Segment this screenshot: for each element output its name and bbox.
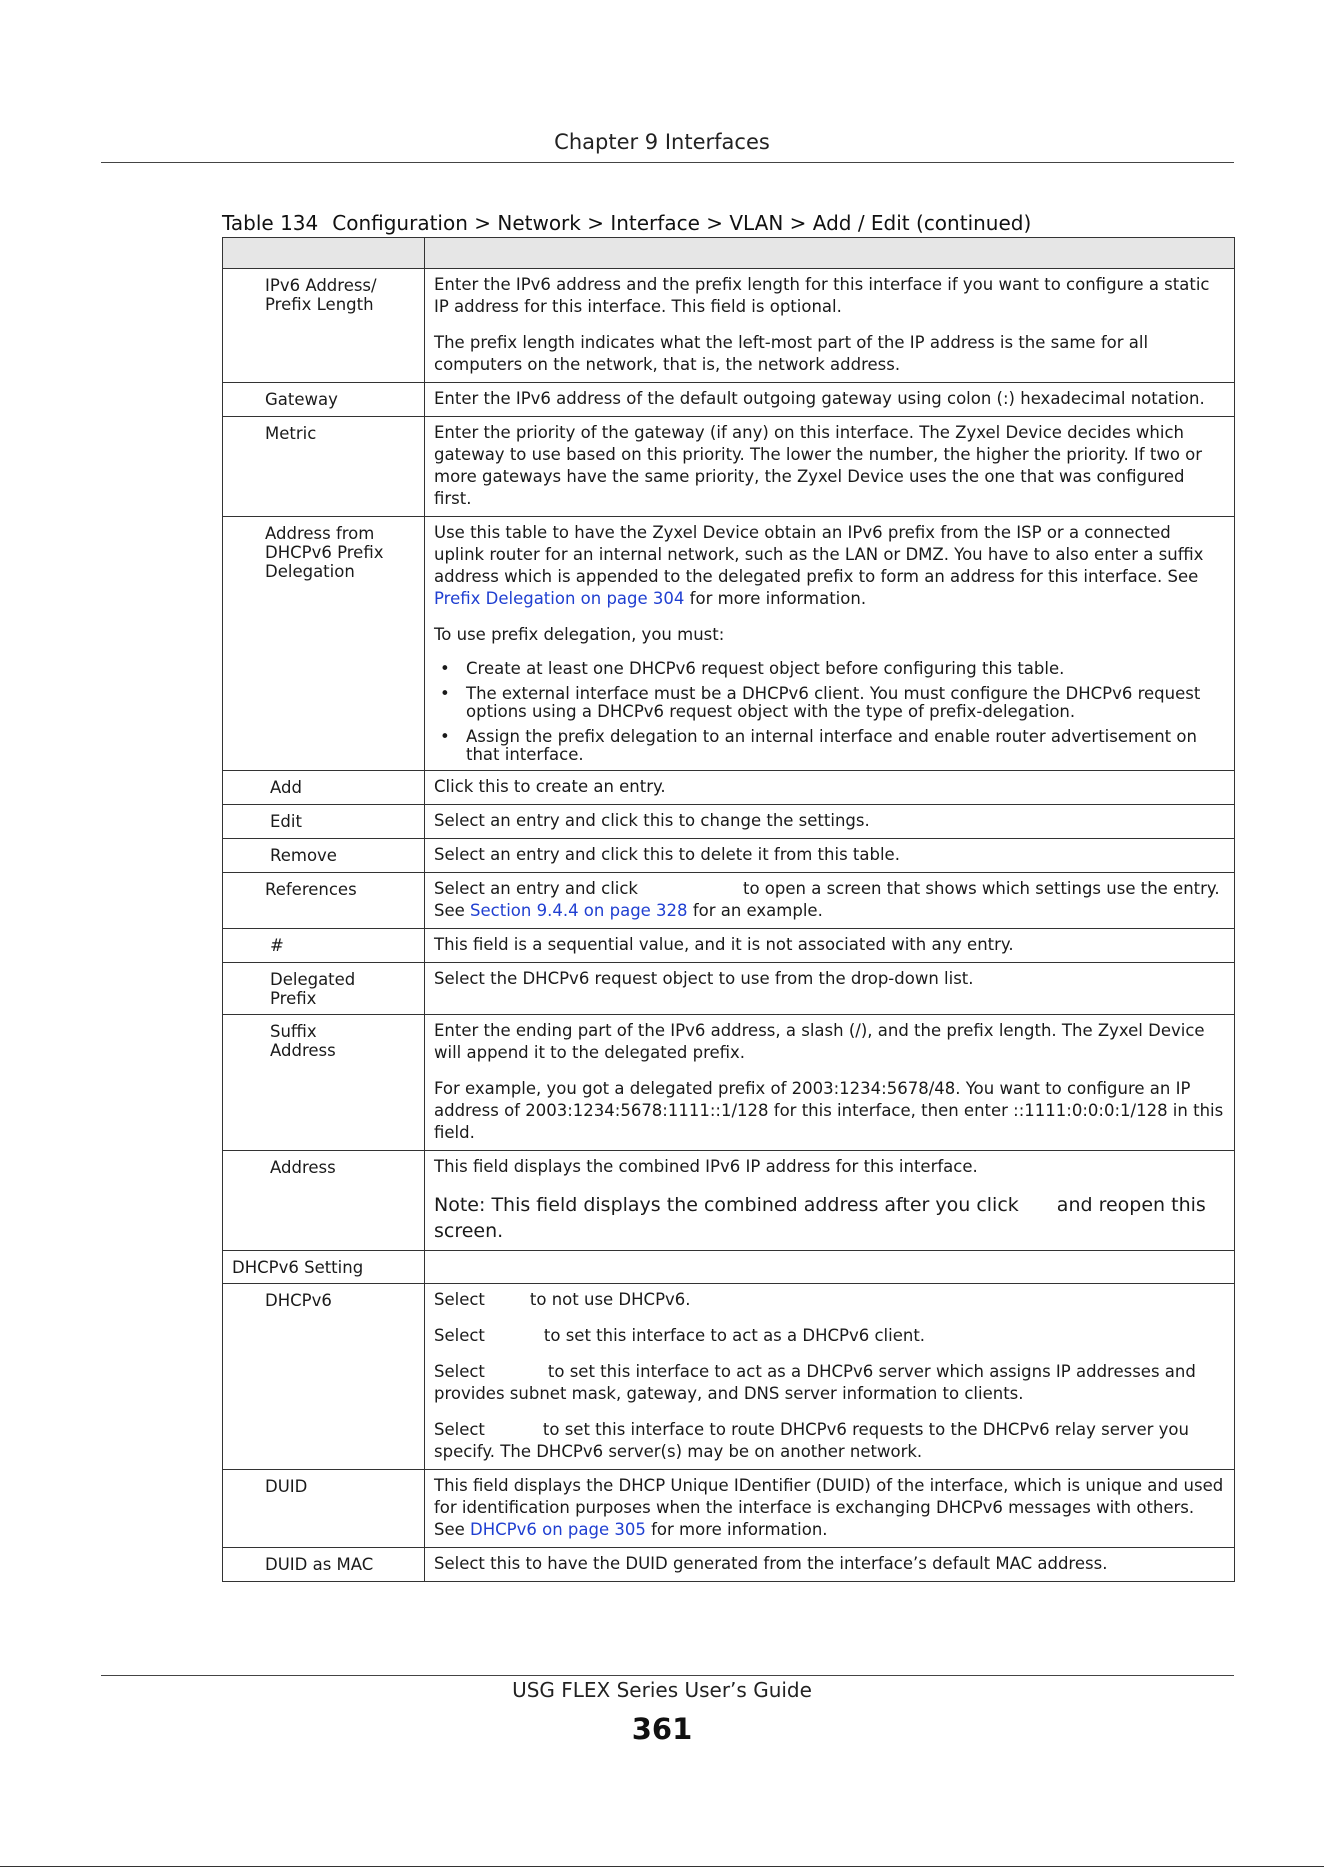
row-description	[425, 929, 1235, 963]
section-link[interactable]: Section 9.4.4 on page 328	[470, 901, 688, 920]
description-fragment: Select	[434, 1326, 485, 1345]
table-row-dhcpv6-setting	[223, 1251, 1235, 1284]
table-header-row	[223, 238, 1235, 269]
row-label: Metric	[223, 417, 425, 517]
description-text: Enter the IPv6 address and the prefix length for this interface if you want to configure a static IP address for this interface. This field is optional.	[434, 275, 1210, 316]
description-fragment: This field displays the DHCP Unique IDentifier (DUID) of the interface, which is unique and used for identification purposes when the interface is exchanging DHCPv6 messages with others. See	[434, 1476, 1224, 1539]
dhcpv6-link[interactable]: DHCPv6 on page 305	[470, 1520, 646, 1539]
description-fragment: to not use DHCPv6.	[529, 1290, 691, 1309]
row-description	[425, 963, 1235, 1015]
table-row-hash	[223, 929, 1235, 963]
description-fragment: Select	[434, 1290, 485, 1309]
table-row-edit	[223, 805, 1235, 839]
row-label: References	[223, 873, 425, 929]
note-text: This field displays the combined address after you click	[491, 1194, 1019, 1216]
row-label: Gateway	[223, 383, 425, 417]
table-row-duid-as-mac	[223, 1548, 1235, 1582]
row-label: #	[223, 929, 425, 963]
description-text: Select this to have the DUID generated from the interface’s default MAC address.	[434, 1554, 1108, 1573]
table-row-add	[223, 771, 1235, 805]
row-label	[223, 963, 425, 1015]
list-item: • Assign the prefix delegation to an internal interface and enable router advertisement on that interface.	[434, 728, 1226, 764]
description-text: Enter the IPv6 address of the default outgoing gateway using colon (:) hexadecimal notation.	[434, 389, 1205, 408]
row-description	[425, 873, 1235, 929]
label-line: Delegation	[265, 562, 355, 581]
description-text: Enter the ending part of the IPv6 address, a slash (/), and the prefix length. The Zyxel Device will append it to the delegated prefix.	[434, 1021, 1205, 1062]
row-description	[425, 269, 1235, 383]
table-title: Configuration > Network > Interface > VLAN > Add / Edit (continued)	[332, 211, 1032, 235]
table-row-suffix-address	[223, 1015, 1235, 1151]
description-text	[434, 878, 1226, 922]
row-description	[425, 1015, 1235, 1151]
description-fragment: to open a screen that shows which settings use the entry. See	[434, 879, 1220, 920]
row-label: DHCPv6	[223, 1284, 425, 1470]
description-fragment: for more information.	[689, 589, 867, 608]
row-description	[425, 1548, 1235, 1582]
description-fragment: to set this interface to act as a DHCPv6 server which assigns IP addresses and provides subnet mask, gateway, and DNS server information to clients.	[434, 1362, 1196, 1403]
row-label: DUID	[223, 1470, 425, 1548]
row-description	[425, 805, 1235, 839]
table-row-gateway	[223, 383, 1235, 417]
description-fragment: to set this interface to act as a DHCPv6 client.	[543, 1326, 926, 1345]
description-text	[434, 1419, 1226, 1463]
description-fragment: See	[1167, 567, 1199, 586]
description-text: For example, you got a delegated prefix of 2003:1234:5678/48. You want to configure an IP address of 2003:1234:5678:1111::1/128 for this interface, then enter ::1111:0:0:0:1/128 in this field.	[434, 1079, 1224, 1142]
page-bottom-divider	[0, 1866, 1324, 1867]
row-description	[425, 417, 1235, 517]
table-caption	[222, 211, 1031, 235]
prefix-delegation-link[interactable]: Prefix Delegation on page 304	[434, 589, 685, 608]
row-label	[223, 517, 425, 771]
description-text: Select the DHCPv6 request object to use from the drop-down list.	[434, 969, 974, 988]
table-row-delegated-prefix	[223, 963, 1235, 1015]
table-row-ipv6-address	[223, 269, 1235, 383]
description-fragment: for more information.	[651, 1520, 828, 1539]
bullet-list	[434, 660, 1226, 764]
description-fragment: Select	[434, 1362, 485, 1381]
footer-divider	[101, 1675, 1234, 1676]
row-label: Remove	[223, 839, 425, 873]
table-row-address	[223, 1151, 1235, 1251]
row-description	[425, 771, 1235, 805]
row-label	[223, 269, 425, 383]
description-text: To use prefix delegation, you must:	[434, 625, 725, 644]
description-text	[434, 1325, 1226, 1347]
chapter-header: Chapter 9 Interfaces	[554, 130, 770, 154]
description-text: Select an entry and click this to change the settings.	[434, 811, 870, 830]
row-description	[425, 839, 1235, 873]
header-divider	[101, 162, 1234, 163]
row-description	[425, 517, 1235, 771]
description-text: This field is a sequential value, and it is not associated with any entry.	[434, 935, 1014, 954]
table-row-remove	[223, 839, 1235, 873]
spec-table	[222, 237, 1235, 1582]
label-line: Suffix	[270, 1022, 317, 1041]
description-text: Select an entry and click this to delete it from this table.	[434, 845, 900, 864]
description-fragment: Select an entry and click	[434, 879, 638, 898]
description-text	[434, 1475, 1226, 1541]
table-row-duid	[223, 1470, 1235, 1548]
description-text: Click this to create an entry.	[434, 777, 666, 796]
row-description	[425, 383, 1235, 417]
row-description	[425, 1251, 1235, 1284]
description-fragment: for an example.	[692, 901, 823, 920]
table-row-prefix-delegation	[223, 517, 1235, 771]
note-text: and reopen this screen.	[434, 1194, 1206, 1242]
row-label: DHCPv6 Setting	[223, 1251, 425, 1284]
description-text: Enter the priority of the gateway (if any) on this interface. The Zyxel Device decides which gateway to use based on this priority. The lower the number, the higher the priority. If two or more gateways have the same priority, the Zyxel Device uses the one that was configured first.	[434, 423, 1203, 508]
description-text: The prefix length indicates what the left-most part of the IP address is the same for all computers on the network, that is, the network address.	[434, 333, 1149, 374]
description-text	[434, 522, 1226, 610]
row-description	[425, 1151, 1235, 1251]
header-cell-description	[425, 238, 1235, 269]
row-label	[223, 1015, 425, 1151]
row-description	[425, 1470, 1235, 1548]
row-label: Edit	[223, 805, 425, 839]
table-row-metric	[223, 417, 1235, 517]
label-line: Address	[270, 1041, 336, 1060]
description-text	[434, 1289, 1226, 1311]
label-line: Address from	[265, 524, 375, 543]
label-line: Prefix Length	[265, 295, 374, 314]
list-item: • Create at least one DHCPv6 request object before configuring this table.	[434, 660, 1226, 678]
description-text	[434, 1361, 1226, 1405]
table-row-dhcpv6	[223, 1284, 1235, 1470]
description-fragment: to set this interface to route DHCPv6 requests to the DHCPv6 relay server you specify. The DHCPv6 server(s) may be on another network.	[434, 1420, 1189, 1461]
label-line: Delegated	[270, 970, 356, 989]
page-number: 361	[631, 1712, 693, 1746]
label-line: DHCPv6 Prefix	[265, 543, 384, 562]
row-label: Address	[223, 1151, 425, 1251]
description-fragment: Use this table to have the Zyxel Device obtain an IPv6 prefix from the ISP or a connected uplink router for an internal network, such as the LAN or DMZ. You have to also enter a suffix address which is appended to the delegated prefix to form an address for this interface.	[434, 523, 1204, 586]
row-description	[425, 1284, 1235, 1470]
note-label: Note:	[434, 1194, 486, 1216]
guide-title: USG FLEX Series User’s Guide	[512, 1678, 812, 1702]
table-row-references	[223, 873, 1235, 929]
header-cell-label	[223, 238, 425, 269]
list-item: • The external interface must be a DHCPv6 client. You must configure the DHCPv6 request options using a DHCPv6 request object with the type of prefix-delegation.	[434, 685, 1226, 721]
row-label: Add	[223, 771, 425, 805]
label-line: Prefix	[270, 989, 317, 1008]
row-label: DUID as MAC	[223, 1548, 425, 1582]
label-line: IPv6 Address/	[265, 276, 377, 295]
note-block	[434, 1192, 1226, 1244]
description-text: This field displays the combined IPv6 IP address for this interface.	[434, 1157, 978, 1176]
description-fragment: Select	[434, 1420, 485, 1439]
table-number: Table 134	[222, 211, 319, 235]
